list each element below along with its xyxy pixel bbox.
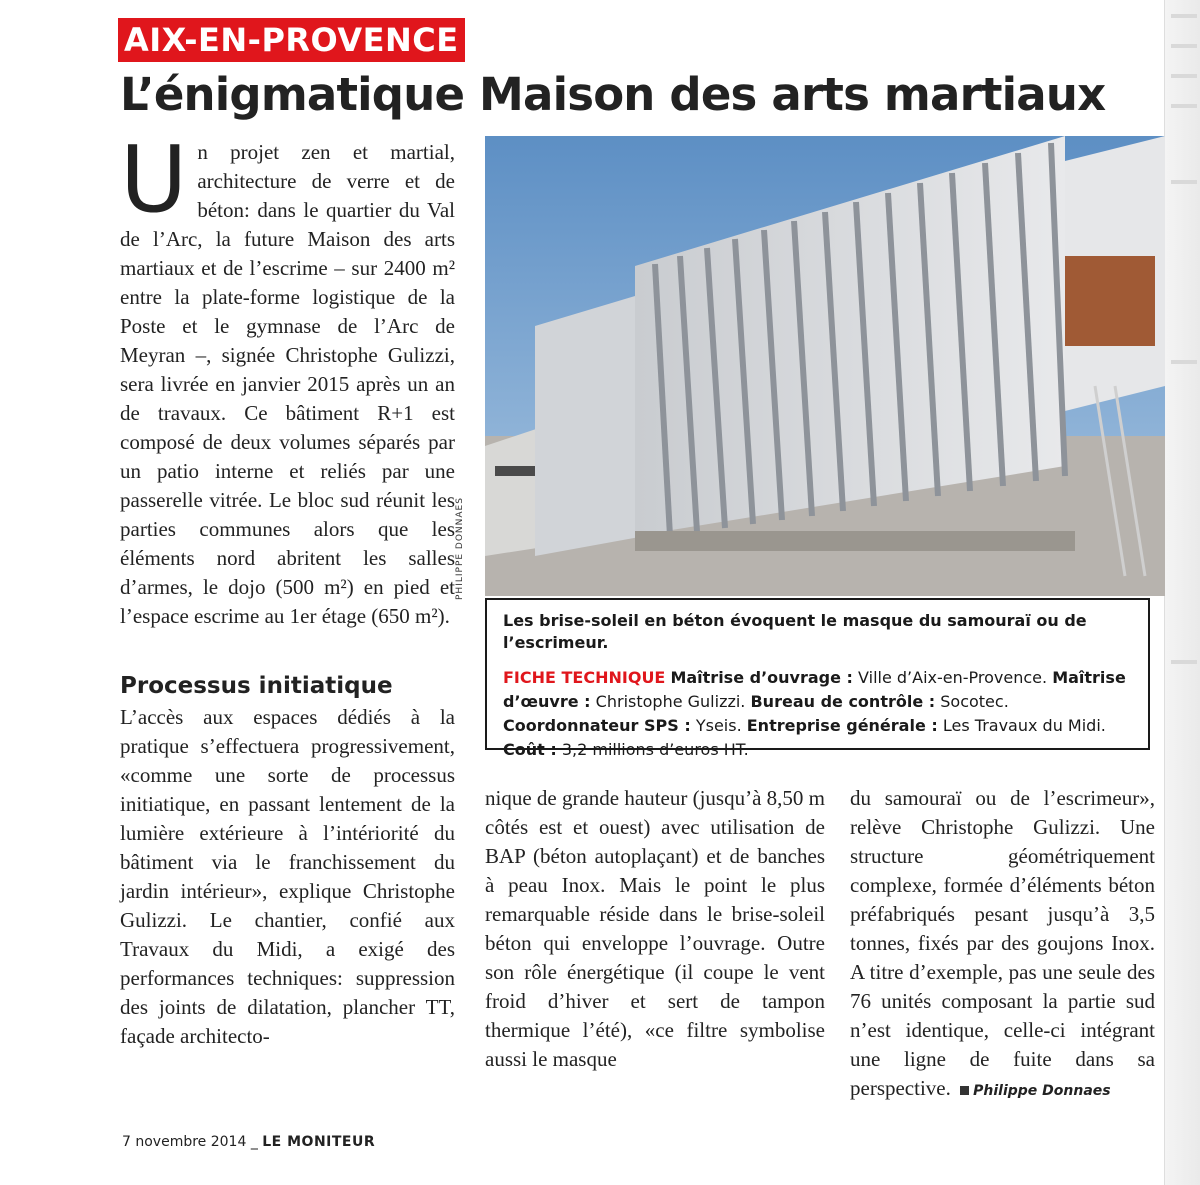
- column-2-text: nique de grande hauteur (jusqu’à 8,50 m côtés est et ouest) avec utilisation de BAP (béton autoplaçant) et de banches à peau Inox. Mais le point le plus remarquable réside dans le brise-soleil béton qui enveloppe l’ouvrage. Outre son rôle énergétique (il coupe le vent froid d’hiver et sert de tampon thermique l’été), «ce filtre symbolise aussi le masque: [485, 786, 825, 1071]
- fiche-item-value: Yseis.: [695, 716, 742, 735]
- fiche-item-label: Coordonnateur SPS :: [503, 716, 691, 735]
- fiche-item-label: Maîtrise d’œuvre :: [503, 668, 1126, 711]
- technical-sheet: [503, 666, 1132, 762]
- article-column-1: [120, 126, 455, 1051]
- footer-separator: _: [250, 1134, 258, 1150]
- ghost-text-line: [1171, 180, 1197, 184]
- fiche-item-value: Socotec.: [940, 692, 1009, 711]
- caption-box: [485, 598, 1150, 759]
- drop-cap: U: [120, 126, 188, 233]
- fiche-item-label: Maîtrise d’ouvrage :: [670, 668, 853, 687]
- fiche-item-label: Entreprise générale :: [746, 716, 938, 735]
- fiche-item-value: Les Travaux du Midi.: [942, 716, 1106, 735]
- ghost-text-line: [1171, 360, 1197, 364]
- subheading: Processus initiatique: [120, 673, 393, 699]
- article-column-2: [485, 784, 825, 1074]
- column-3-body: du samouraï ou de l’escrimeur», relève Christophe Gulizzi. Une structure géométriquement complexe, formée d’éléments béton préfabriqués pesant jusqu’à 3,5 tonnes, fixés par des goujons Inox. A titre d’exemple, pas une seule des 76 unités composant la partie sud n’est identique, celle-ci intégrant une ligne de fuite dans sa perspective.: [850, 786, 1155, 1100]
- article-column-3: [850, 784, 1155, 1106]
- intro-text: n projet zen et martial, architecture de verre et de béton: dans le quartier du Val de l’Arc, la future Maison des arts martiaux et de l’escrime – sur 2400 m² entre la plate-forme logistique de la Poste et le gymnase de l’Arc de Meyran –, signée Christophe Gulizzi, sera livrée en janvier 2015 après un an de travaux. Ce bâtiment R+1 est composé de deux volumes séparés par un patio interne et reliés par une passerelle vitrée. Le bloc sud réunit les parties communes alors que les éléments nord abritent les salles d’armes, le dojo (500 m²) en pied et l’espace escrime au 1er étage (650 m²).: [120, 140, 455, 628]
- page-footer: [122, 1134, 375, 1150]
- issue-date: 7 novembre 2014: [122, 1134, 247, 1150]
- column-1-text: L’accès aux espaces dédiés à la pratique s’effectuera progressivement, «comme une sorte de processus initiatique, en passant lentement de la lumière extérieure à l’intériorité du bâtiment via le franchissement du jardin intérieur», explique Christophe Gulizzi. Le chantier, confié aux Travaux du Midi, a exigé des performances techniques: suppression des joints de dilatation, plancher TT, façade architecto-: [120, 705, 455, 1048]
- fiche-item-value: 3,2 millions d’euros HT.: [561, 740, 749, 759]
- ghost-text-line: [1171, 44, 1197, 48]
- adjacent-page-edge: [1164, 0, 1200, 1185]
- end-mark-icon: [960, 1086, 969, 1095]
- fiche-item-value: Christophe Gulizzi.: [595, 692, 746, 711]
- building-facade-image: [485, 136, 1165, 596]
- ghost-text-line: [1171, 14, 1197, 18]
- author-byline: Philippe Donnaes: [973, 1083, 1111, 1099]
- building-photo: [485, 136, 1165, 596]
- intro-paragraph: [120, 126, 455, 631]
- ghost-text-line: [1171, 104, 1197, 108]
- ghost-text-line: [1171, 74, 1197, 78]
- column-3-text: [850, 784, 1155, 1106]
- photo-credit: PHILIPPE DONNAES: [455, 497, 465, 600]
- ghost-text-line: [1171, 660, 1197, 664]
- fiche-item-label: Coût :: [503, 740, 557, 759]
- publication-name: LE MONITEUR: [262, 1134, 376, 1150]
- fiche-item-value: Ville d’Aix-en-Provence.: [858, 668, 1048, 687]
- article-headline: L’énigmatique Maison des arts martiaux: [120, 68, 1106, 121]
- photo-caption: Les brise-soleil en béton évoquent le masque du samouraï ou de l’escrimeur.: [503, 611, 1087, 652]
- fiche-item-label: Bureau de contrôle :: [750, 692, 936, 711]
- technical-sheet-label: FICHE TECHNIQUE: [503, 668, 666, 687]
- section-kicker: AIX-EN-PROVENCE: [118, 18, 465, 62]
